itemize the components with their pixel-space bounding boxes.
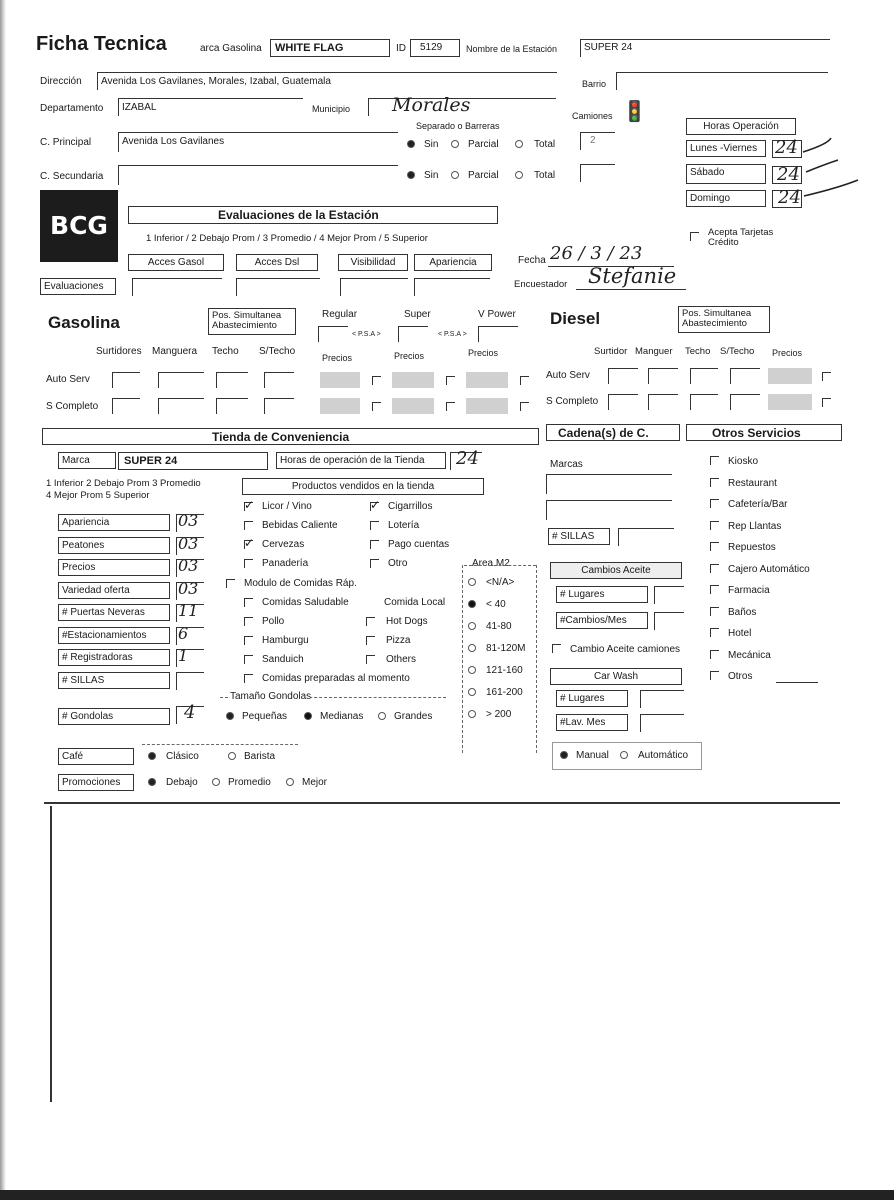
area-label-5: 161-200 [486, 687, 523, 698]
cadena-sillas-box [618, 528, 674, 546]
cadena-cambios-mes: #Cambios/Mes [556, 612, 648, 629]
hours-saturday-value: 24 [777, 164, 800, 185]
diesel-price-check-0[interactable] [822, 372, 831, 381]
area-label-0: <N/A> [486, 577, 515, 588]
gasolina-title: Gasolina [48, 313, 120, 332]
diesel-cell-0-1 [648, 368, 678, 384]
diesel-cell-0-3 [730, 368, 760, 384]
gasolina-vpower: V Power [478, 309, 516, 320]
pequenas-label: Pequeñas [242, 711, 288, 722]
cadena-marcas: Marcas [550, 459, 583, 470]
gasolina-pos: Pos. Simultanea Abastecimiento [208, 308, 296, 335]
food-checkbox-1[interactable] [244, 636, 253, 645]
rating-value-1: 03 [178, 533, 199, 553]
gasolina-psa: < P.S.A > [352, 331, 381, 338]
credit-label: Acepta Tarjetas Crédito [708, 227, 774, 248]
secundaria-field [118, 165, 398, 185]
carwash-title: Car Wash [550, 668, 682, 685]
gasolina-completo-label: S Completo [46, 401, 99, 412]
otros-checkbox-0[interactable] [710, 456, 719, 465]
product2-label-3: Otro [388, 558, 408, 569]
area-label-1: < 40 [486, 599, 506, 610]
page-title: Ficha Tecnica [36, 33, 167, 55]
carwash-lav-mes-box [640, 714, 684, 732]
gasolina-price-0-0 [320, 372, 360, 388]
secundaria-total-radio[interactable] [515, 171, 523, 179]
gasolina-super: Super [404, 309, 431, 320]
gasolina-precios-3: Precios [468, 348, 499, 358]
gondolas-label: # Gondolas [58, 708, 170, 725]
rating-value-2: 03 [178, 556, 199, 575]
food2-label-2: Others [386, 654, 417, 665]
rating-label-1: Peatones [58, 537, 170, 554]
otros-checkbox-2[interactable] [710, 499, 719, 508]
product2-label-0: Cigarrillos [388, 501, 433, 512]
otros-checkbox-5[interactable] [710, 564, 719, 573]
otros-checkbox-3[interactable] [710, 521, 719, 530]
gasolina-cell-0-3 [264, 372, 294, 388]
principal-value: Avenida Los Gavilanes [122, 136, 225, 147]
tienda-horas-value: 24 [456, 448, 479, 469]
gasolina-precios-2: Precios [394, 351, 425, 361]
id-label: ID [396, 43, 406, 54]
secundaria-parcial-radio[interactable] [451, 171, 459, 179]
gasolina-col-techo: Techo [212, 346, 239, 357]
otros-label-3: Rep Llantas [728, 520, 782, 532]
promedio-label: Promedio [228, 777, 271, 788]
gasolina-auto-label: Auto Serv [46, 374, 90, 385]
secundaria-camiones-field [580, 164, 615, 182]
eval-box-4 [414, 278, 490, 296]
brand-value: WHITE FLAG [275, 42, 344, 54]
gasolina-cell-1-0 [112, 398, 140, 414]
product-label-2: Cervezas [262, 539, 305, 550]
product2-checkbox-0[interactable] [370, 502, 379, 511]
tienda-marca-label: Marca [58, 452, 116, 469]
otros-label-5: Cajero Automático [728, 563, 810, 575]
rating-value-0: 03 [178, 511, 199, 530]
gasolina-price-check-0-0[interactable] [372, 376, 381, 385]
product-label-1: Bebidas Caliente [262, 520, 338, 531]
fecha-value: 26 / 3 / 23 [550, 243, 643, 264]
hand-strokes [798, 130, 868, 200]
otros-label-2: Cafetería/Bar [728, 499, 788, 510]
clasico-radio[interactable] [148, 752, 156, 760]
eval-col-acces-dsl: Acces Dsl [236, 254, 318, 271]
tienda-scale-1: 1 Inferior 2 Debajo Prom 3 Promedio [46, 478, 201, 489]
area-radio-6[interactable] [468, 710, 476, 718]
diesel-cell-1-2 [690, 394, 718, 410]
secundaria-label: C. Secundaria [40, 171, 104, 182]
diesel-price-1 [768, 394, 812, 410]
promociones-label: Promociones [58, 774, 134, 791]
diesel-col-techo: Techo [685, 346, 711, 357]
product-label-3: Panadería [262, 558, 309, 569]
product-label-0: Licor / Vino [262, 501, 312, 512]
diesel-col-surtidor: Surtidor [594, 346, 628, 357]
comidas-prep-label: Comidas preparadas al momento [262, 673, 410, 684]
clasico-label: Clásico [166, 751, 199, 762]
product2-checkbox-3[interactable] [370, 559, 379, 568]
encuestador-label: Encuestador [514, 279, 568, 290]
area-radio-5[interactable] [468, 688, 476, 696]
secundaria-parcial-label: Parcial [468, 170, 499, 181]
diesel-col-stecho: S/Techo [720, 346, 755, 357]
otros-label-4: Repuestos [728, 542, 776, 553]
rating-label-0: Apariencia [58, 514, 170, 531]
principal-total-radio[interactable] [515, 140, 523, 148]
gasolina-cell-1-3 [264, 398, 294, 414]
gasolina-price-check-1-1[interactable] [446, 402, 455, 411]
grandes-label: Grandes [394, 711, 433, 722]
eval-box-1 [132, 278, 222, 296]
area-radio-4[interactable] [468, 666, 476, 674]
cambio-camiones-label: Cambio Aceite camiones [570, 644, 681, 655]
grandes-radio[interactable] [378, 712, 386, 720]
rating-label-2: Precios [58, 559, 170, 576]
municipio-value: Morales [392, 94, 471, 116]
food-checkbox-2[interactable] [244, 655, 253, 664]
gasolina-price-check-1-2[interactable] [520, 402, 529, 411]
otros-label-7: Baños [728, 606, 757, 618]
secundaria-sin-radio[interactable] [407, 171, 415, 179]
tienda-header: Tienda de Conveniencia [212, 430, 350, 444]
mejor-label: Mejor [302, 777, 328, 788]
eval-box-3 [340, 278, 408, 296]
rating-label-5: #Estacionamientos [58, 627, 170, 644]
food-label-0: Pollo [262, 616, 285, 627]
product-checkbox-1[interactable] [244, 521, 253, 530]
gasolina-col-stecho: S/Techo [259, 346, 296, 357]
saludable-label: Comidas Saludable [262, 597, 349, 608]
pequenas-radio[interactable] [226, 712, 234, 720]
evaluaciones-label: Evaluaciones [40, 278, 116, 295]
carwash-lugares-box [640, 690, 684, 708]
area-box-right [536, 565, 537, 753]
page-left-edge [0, 0, 6, 1200]
medianas-radio[interactable] [304, 712, 312, 720]
gasolina-price-check-0-1[interactable] [446, 376, 455, 385]
barrio-label: Barrio [582, 79, 607, 89]
hours-weekday-value: 24 [775, 137, 798, 158]
product-checkbox-0[interactable] [244, 502, 253, 511]
principal-parcial-label: Parcial [468, 139, 499, 150]
product-checkbox-2[interactable] [244, 540, 253, 549]
diesel-price-check-1[interactable] [822, 398, 831, 407]
food2-checkbox-0[interactable] [366, 617, 375, 626]
otros-label-8: Hotel [728, 628, 752, 639]
fecha-label: Fecha [518, 255, 546, 266]
diesel-cell-0-0 [608, 368, 638, 384]
brand-label: arca Gasolina [200, 43, 262, 54]
gasolina-vpower-box [478, 326, 518, 342]
otros-line [776, 682, 818, 683]
gasolina-cell-0-2 [216, 372, 248, 388]
bcg-logo: BCG [40, 190, 118, 262]
direccion-label: Dirección [40, 76, 82, 87]
mejor-radio[interactable] [286, 778, 294, 786]
diesel-col-manguer: Manguer [635, 346, 673, 357]
camiones-label: Camiones [572, 111, 613, 121]
otros-label-6: Farmacia [728, 585, 770, 596]
eval-col-apariencia: Apariencia [414, 254, 492, 271]
tienda-marca-value: SUPER 24 [124, 455, 178, 467]
gasolina-price-1-1 [392, 398, 434, 414]
depto-label: Departamento [40, 103, 104, 114]
tienda-productos: Productos vendidos en la tienda [242, 478, 484, 495]
gasolina-price-0-2 [466, 372, 508, 388]
otros-label-1: Restaurant [728, 477, 777, 489]
carwash-lav-mes: #Lav. Mes [556, 714, 628, 731]
tienda-scale-2: 4 Mejor Prom 5 Superior [46, 490, 150, 501]
cafe-label: Café [58, 748, 134, 765]
gasolina-regular-box [318, 326, 348, 342]
secundaria-sin-label: Sin [424, 170, 439, 181]
product2-checkbox-2[interactable] [370, 540, 379, 549]
rating-label-6: # Registradoras [58, 649, 170, 666]
manual-radio[interactable] [560, 751, 568, 759]
eval-scale: 1 Inferior / 2 Debajo Prom / 3 Promedio / 4 Mejor Prom / 5 Superior [146, 233, 428, 244]
principal-sin-radio[interactable] [407, 140, 415, 148]
gasolina-col-surtidores: Surtidores [96, 346, 142, 357]
debajo-radio[interactable] [148, 778, 156, 786]
gasolina-cell-1-2 [216, 398, 248, 414]
otros-checkbox-8[interactable] [710, 628, 719, 637]
diesel-cell-0-2 [690, 368, 718, 384]
hours-weekday-label: Lunes -Viernes [686, 140, 766, 157]
product-checkbox-3[interactable] [244, 559, 253, 568]
diesel-cell-1-3 [730, 394, 760, 410]
gasolina-cell-1-1 [158, 398, 204, 414]
gasolina-price-check-1-0[interactable] [372, 402, 381, 411]
gasolina-price-0-1 [392, 372, 434, 388]
carwash-lugares: # Lugares [556, 690, 628, 707]
traffic-light-icon: 🚦 [622, 101, 647, 123]
depto-value: IZABAL [122, 102, 157, 113]
secundaria-total-label: Total [534, 170, 556, 181]
cafe-box-top [142, 744, 298, 745]
station-value: SUPER 24 [584, 42, 633, 53]
diesel-precios: Precios [772, 348, 803, 358]
rating-value-3: 03 [178, 578, 199, 598]
gasolina-psa2: < P.S.A > [438, 331, 467, 338]
otros-checkbox-7[interactable] [710, 607, 719, 616]
diesel-pos: Pos. Simultanea Abastecimiento [678, 306, 770, 333]
eval-title: Evaluaciones de la Estación [218, 208, 379, 222]
principal-camiones-value: 2 [590, 135, 596, 146]
principal-total-label: Total [534, 139, 556, 150]
modulo-label: Modulo de Comidas Ráp. [244, 578, 357, 589]
area-box-left [462, 565, 463, 753]
diesel-auto-label: Auto Serv [546, 370, 590, 381]
area-label: Area M2 [472, 558, 510, 569]
comidas-prep-checkbox[interactable] [244, 674, 253, 683]
area-radio-0[interactable] [468, 578, 476, 586]
debajo-label: Debajo [166, 777, 198, 788]
cadena-header: Cadena(s) de C. [558, 426, 649, 440]
food2-checkbox-1[interactable] [366, 636, 375, 645]
rating-label-3: Variedad oferta [58, 582, 170, 599]
gasolina-regular: Regular [322, 309, 358, 320]
cambios-aceite-title: Cambios Aceite [550, 562, 682, 579]
gasolina-price-1-0 [320, 398, 360, 414]
automatico-label: Automático [638, 750, 689, 761]
rating-label-4: # Puertas Neveras [58, 604, 170, 621]
barrio-field [616, 72, 828, 90]
municipio-label: Municipio [312, 104, 351, 114]
cadena-sillas: # SILLAS [548, 528, 610, 545]
barista-radio[interactable] [228, 752, 236, 760]
diesel-price-0 [768, 368, 812, 384]
otros-header: Otros Servicios [712, 426, 801, 440]
hours-sunday-value: 24 [778, 187, 801, 208]
cadena-cambios-mes-box [654, 612, 684, 630]
area-label-3: 81-120M [486, 643, 526, 654]
manual-label: Manual [576, 750, 609, 761]
food-label-2: Sanduich [262, 654, 304, 665]
rating-value-4: 11 [178, 601, 199, 620]
cadena-marcas-box-1 [546, 474, 672, 494]
rating-value-6: 1 [178, 646, 189, 665]
gasolina-price-check-0-2[interactable] [520, 376, 529, 385]
eval-box-2 [236, 278, 320, 296]
automatico-radio[interactable] [620, 751, 628, 759]
id-value: 5129 [420, 42, 443, 53]
otros-checkbox-1[interactable] [710, 478, 719, 487]
cadena-marcas-box-2 [546, 500, 672, 520]
principal-camiones-field [580, 132, 615, 150]
otros-checkbox-9[interactable] [710, 650, 719, 659]
product2-checkbox-1[interactable] [370, 521, 379, 530]
gasolina-cell-0-0 [112, 372, 140, 388]
station-label: Nombre de la Estación [466, 44, 558, 54]
gasolina-super-box [398, 326, 428, 342]
rating-value-5: 6 [178, 623, 189, 643]
direccion-value: Avenida Los Gavilanes, Morales, Izabal, Guatemala [101, 76, 331, 87]
principal-parcial-radio[interactable] [451, 140, 459, 148]
otros-checkbox-4[interactable] [710, 542, 719, 551]
rating-box-7 [176, 672, 204, 690]
encuestador-line [576, 289, 686, 290]
comida-local-label: Comida Local [384, 597, 446, 608]
area-label-4: 121-160 [486, 665, 523, 676]
tienda-horas-label: Horas de operación de la Tienda [276, 452, 446, 469]
diesel-cell-1-0 [608, 394, 638, 410]
food2-checkbox-2[interactable] [366, 655, 375, 664]
diesel-cell-1-1 [648, 394, 678, 410]
eval-col-visibilidad: Visibilidad [338, 254, 408, 271]
food2-label-0: Hot Dogs [386, 616, 428, 627]
medianas-label: Medianas [320, 711, 364, 722]
otros-checkbox-10[interactable] [710, 671, 719, 680]
separado-label: Separado o Barreras [416, 121, 500, 131]
barista-label: Barista [244, 751, 276, 762]
hours-sunday-label: Domingo [686, 190, 766, 207]
food-checkbox-0[interactable] [244, 617, 253, 626]
area-radio-2[interactable] [468, 622, 476, 630]
tamano-label: Tamaño Gondolas [230, 691, 312, 702]
otros-checkbox-6[interactable] [710, 585, 719, 594]
gasolina-cell-0-1 [158, 372, 204, 388]
hours-saturday-label: Sábado [686, 164, 766, 184]
eval-col-acces-gasol: Acces Gasol [128, 254, 224, 271]
area-label-6: > 200 [486, 709, 512, 720]
cadena-lugares-box [654, 586, 684, 604]
encuestador-value: Stefanie [588, 264, 677, 288]
gasolina-price-1-2 [466, 398, 508, 414]
modulo-checkbox[interactable] [226, 579, 235, 588]
notes-area[interactable] [52, 806, 832, 1102]
otros-label-0: Kiosko [728, 456, 759, 467]
rating-label-7: # SILLAS [58, 672, 170, 689]
otros-label-9: Mecánica [728, 649, 771, 661]
product2-label-1: Lotería [388, 520, 420, 531]
gasolina-col-manguera: Manguera [152, 346, 198, 357]
diesel-title: Diesel [550, 309, 601, 328]
cadena-lugares: # Lugares [556, 586, 648, 603]
food-label-1: Hamburgu [262, 635, 309, 646]
page-bottom-edge [0, 1190, 894, 1200]
principal-label: C. Principal [40, 137, 92, 148]
cambio-camiones-checkbox[interactable] [552, 644, 561, 653]
diesel-completo-label: S Completo [546, 396, 599, 407]
saludable-checkbox[interactable] [244, 598, 253, 607]
otros-label-10: Otros [728, 671, 753, 682]
gasolina-precios-1: Precios [322, 353, 353, 363]
area-label-2: 41-80 [486, 621, 512, 632]
product2-label-2: Pago cuentas [388, 539, 450, 550]
hours-title: Horas Operación [686, 118, 796, 135]
area-radio-1[interactable] [468, 600, 476, 608]
credit-checkbox[interactable] [690, 232, 699, 241]
principal-sin-label: Sin [424, 139, 439, 150]
notes-top-line [44, 802, 840, 804]
promedio-radio[interactable] [212, 778, 220, 786]
gondolas-value: 4 [184, 702, 196, 723]
food2-label-1: Pizza [386, 635, 411, 646]
area-radio-3[interactable] [468, 644, 476, 652]
area-box-top [464, 565, 536, 566]
